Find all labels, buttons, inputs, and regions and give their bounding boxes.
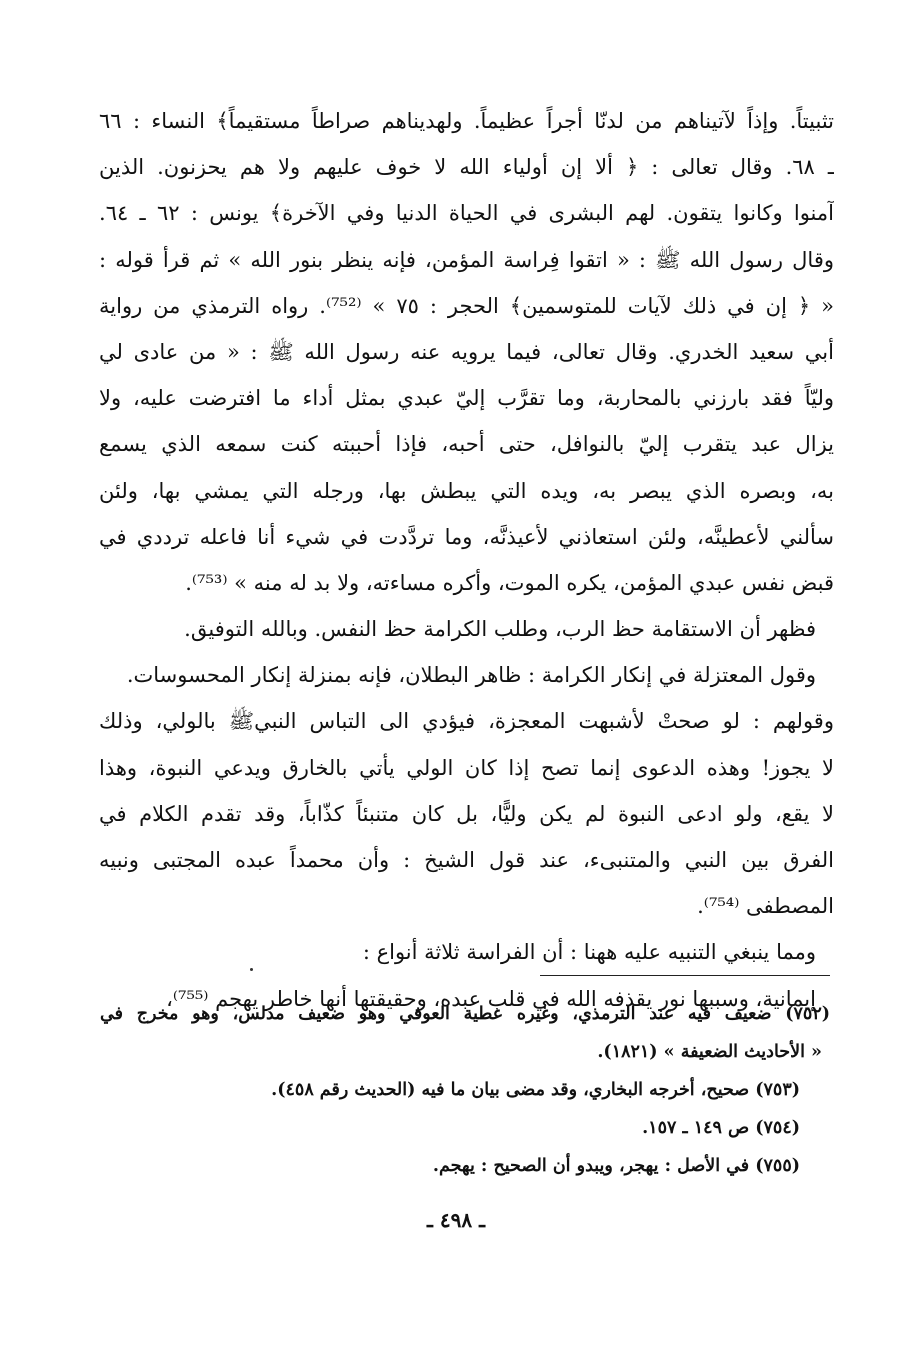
text-line: لا يقع، ولو ادعى النبوة لم يكن وليًّا، بل كان متنبئاً كذّاباً، وقد تقدم الكلام في [99, 801, 834, 826]
text-line: وقول المعتزلة في إنكار الكرامة : ظاهر البطلان، فإنه بمنزلة إنكار المحسوسات. [126, 663, 816, 688]
footnote-752: (٧٥٢) ضعيف فيه عند الترمذي، وغيره عطية العوفي وهو ضعيف مدلس، وهو مخرج في [100, 1004, 830, 1024]
footnote-separator [540, 975, 830, 976]
text-line: تثبيتاً. وإذاً لآتيناهم من لدنّا أجراً عظيماً. ولهديناهم صراطاً مستقيماً﴾ النساء : ٦٦ [99, 109, 834, 133]
text-line: لا يجوز! وهذه الدعوى إنما تصح إذا كان الولي يأتي بالخارق ويدعي النبوة، وهذا [99, 755, 834, 780]
text-line: المصطفى ⁽⁷⁵⁴⁾. [697, 894, 834, 919]
page-number: ـ ٤٩٨ ـ [427, 1208, 485, 1232]
text-line: ـ ٦٨. وقال تعالى : ﴿ ألا إن أولياء الله لا خوف عليهم ولا هم يحزنون. الذين [99, 155, 834, 180]
text-line: وقولهم : لو صحتْ لأشبهت المعجزة، فيؤدي الى التباس النبيﷺ بالولي، وذلك [99, 709, 834, 734]
text-line: فظهر أن الاستقامة حظ الرب، وطلب الكرامة حظ النفس. وبالله التوفيق. [184, 617, 816, 642]
text-line: يزال عبد يتقرب إليّ بالنوافل، حتى أحبه، فإذا أحببته كنت سمعه الذي يسمع [99, 432, 834, 457]
footnote-752-continued: « الأحاديث الضعيفة » (١٨٢١). [597, 1042, 822, 1062]
text-line: وليّاً فقد بارزني بالمحاربة، وما تقرَّب إليّ عبدي بمثل أداء ما افترضت عليه، ولا [99, 386, 834, 411]
stray-dot [250, 968, 253, 971]
footnote-755: (٧٥٥) في الأصل : يهجر، ويبدو أن الصحيح : يهجم. [432, 1156, 800, 1176]
text-line: قبض نفس عبدي المؤمن، يكره الموت، وأكره مساءته، ولا بد له منه » ⁽⁷⁵³⁾. [185, 570, 834, 595]
text-line: الفرق بين النبي والمتنبىء، عند قول الشيخ : وأن محمداً عبده المجتبى ونبيه [99, 848, 834, 872]
text-line: « ﴿ إن في ذلك لآيات للمتوسمين﴾ الحجر : ٧٥ » ⁽⁷⁵²⁾. رواه الترمذي من رواية [99, 293, 834, 318]
text-line: وقال رسول الله ﷺ : « اتقوا فِراسة المؤمن، فإنه ينظر بنور الله » ثم قرأ قوله : [99, 247, 834, 272]
main-text [99, 98, 834, 1022]
footnote-754: (٧٥٤) ص ١٤٩ ـ ١٥٧. [642, 1118, 800, 1138]
text-line: آمنوا وكانوا يتقون. لهم البشرى في الحياة الدنيا وفي الآخرة﴾ يونس : ٦٢ ـ ٦٤. [99, 201, 834, 226]
text-line: أبي سعيد الخدري. وقال تعالى، فيما يرويه عنه رسول الله ﷺ : « من عادى لي [99, 339, 834, 364]
text-line: ومما ينبغي التنبيه عليه ههنا : أن الفراسة ثلاثة أنواع : [362, 940, 816, 965]
footnotes [100, 995, 830, 1185]
text-line: به، وبصره الذي يبصر به، ويده التي يبطش بها، ورجله التي يمشي بها، ولئن [99, 478, 834, 503]
text-line: إيمانية، وسببها نور يقذفه الله في قلب عبده، وحقيقتها أنها خاطر يهجم ⁽⁷⁵⁵⁾، [166, 986, 816, 1011]
footnote-753: (٧٥٣) صحيح، أخرجه البخاري، وقد مضى بيان ما فيه (الحديث رقم ٤٥٨). [271, 1080, 800, 1100]
text-line: سألني لأعطينَّه، ولئن استعاذني لأعيذنَّه، وما تردَّدت في شيء أنا فاعله ترددي في [99, 524, 834, 549]
